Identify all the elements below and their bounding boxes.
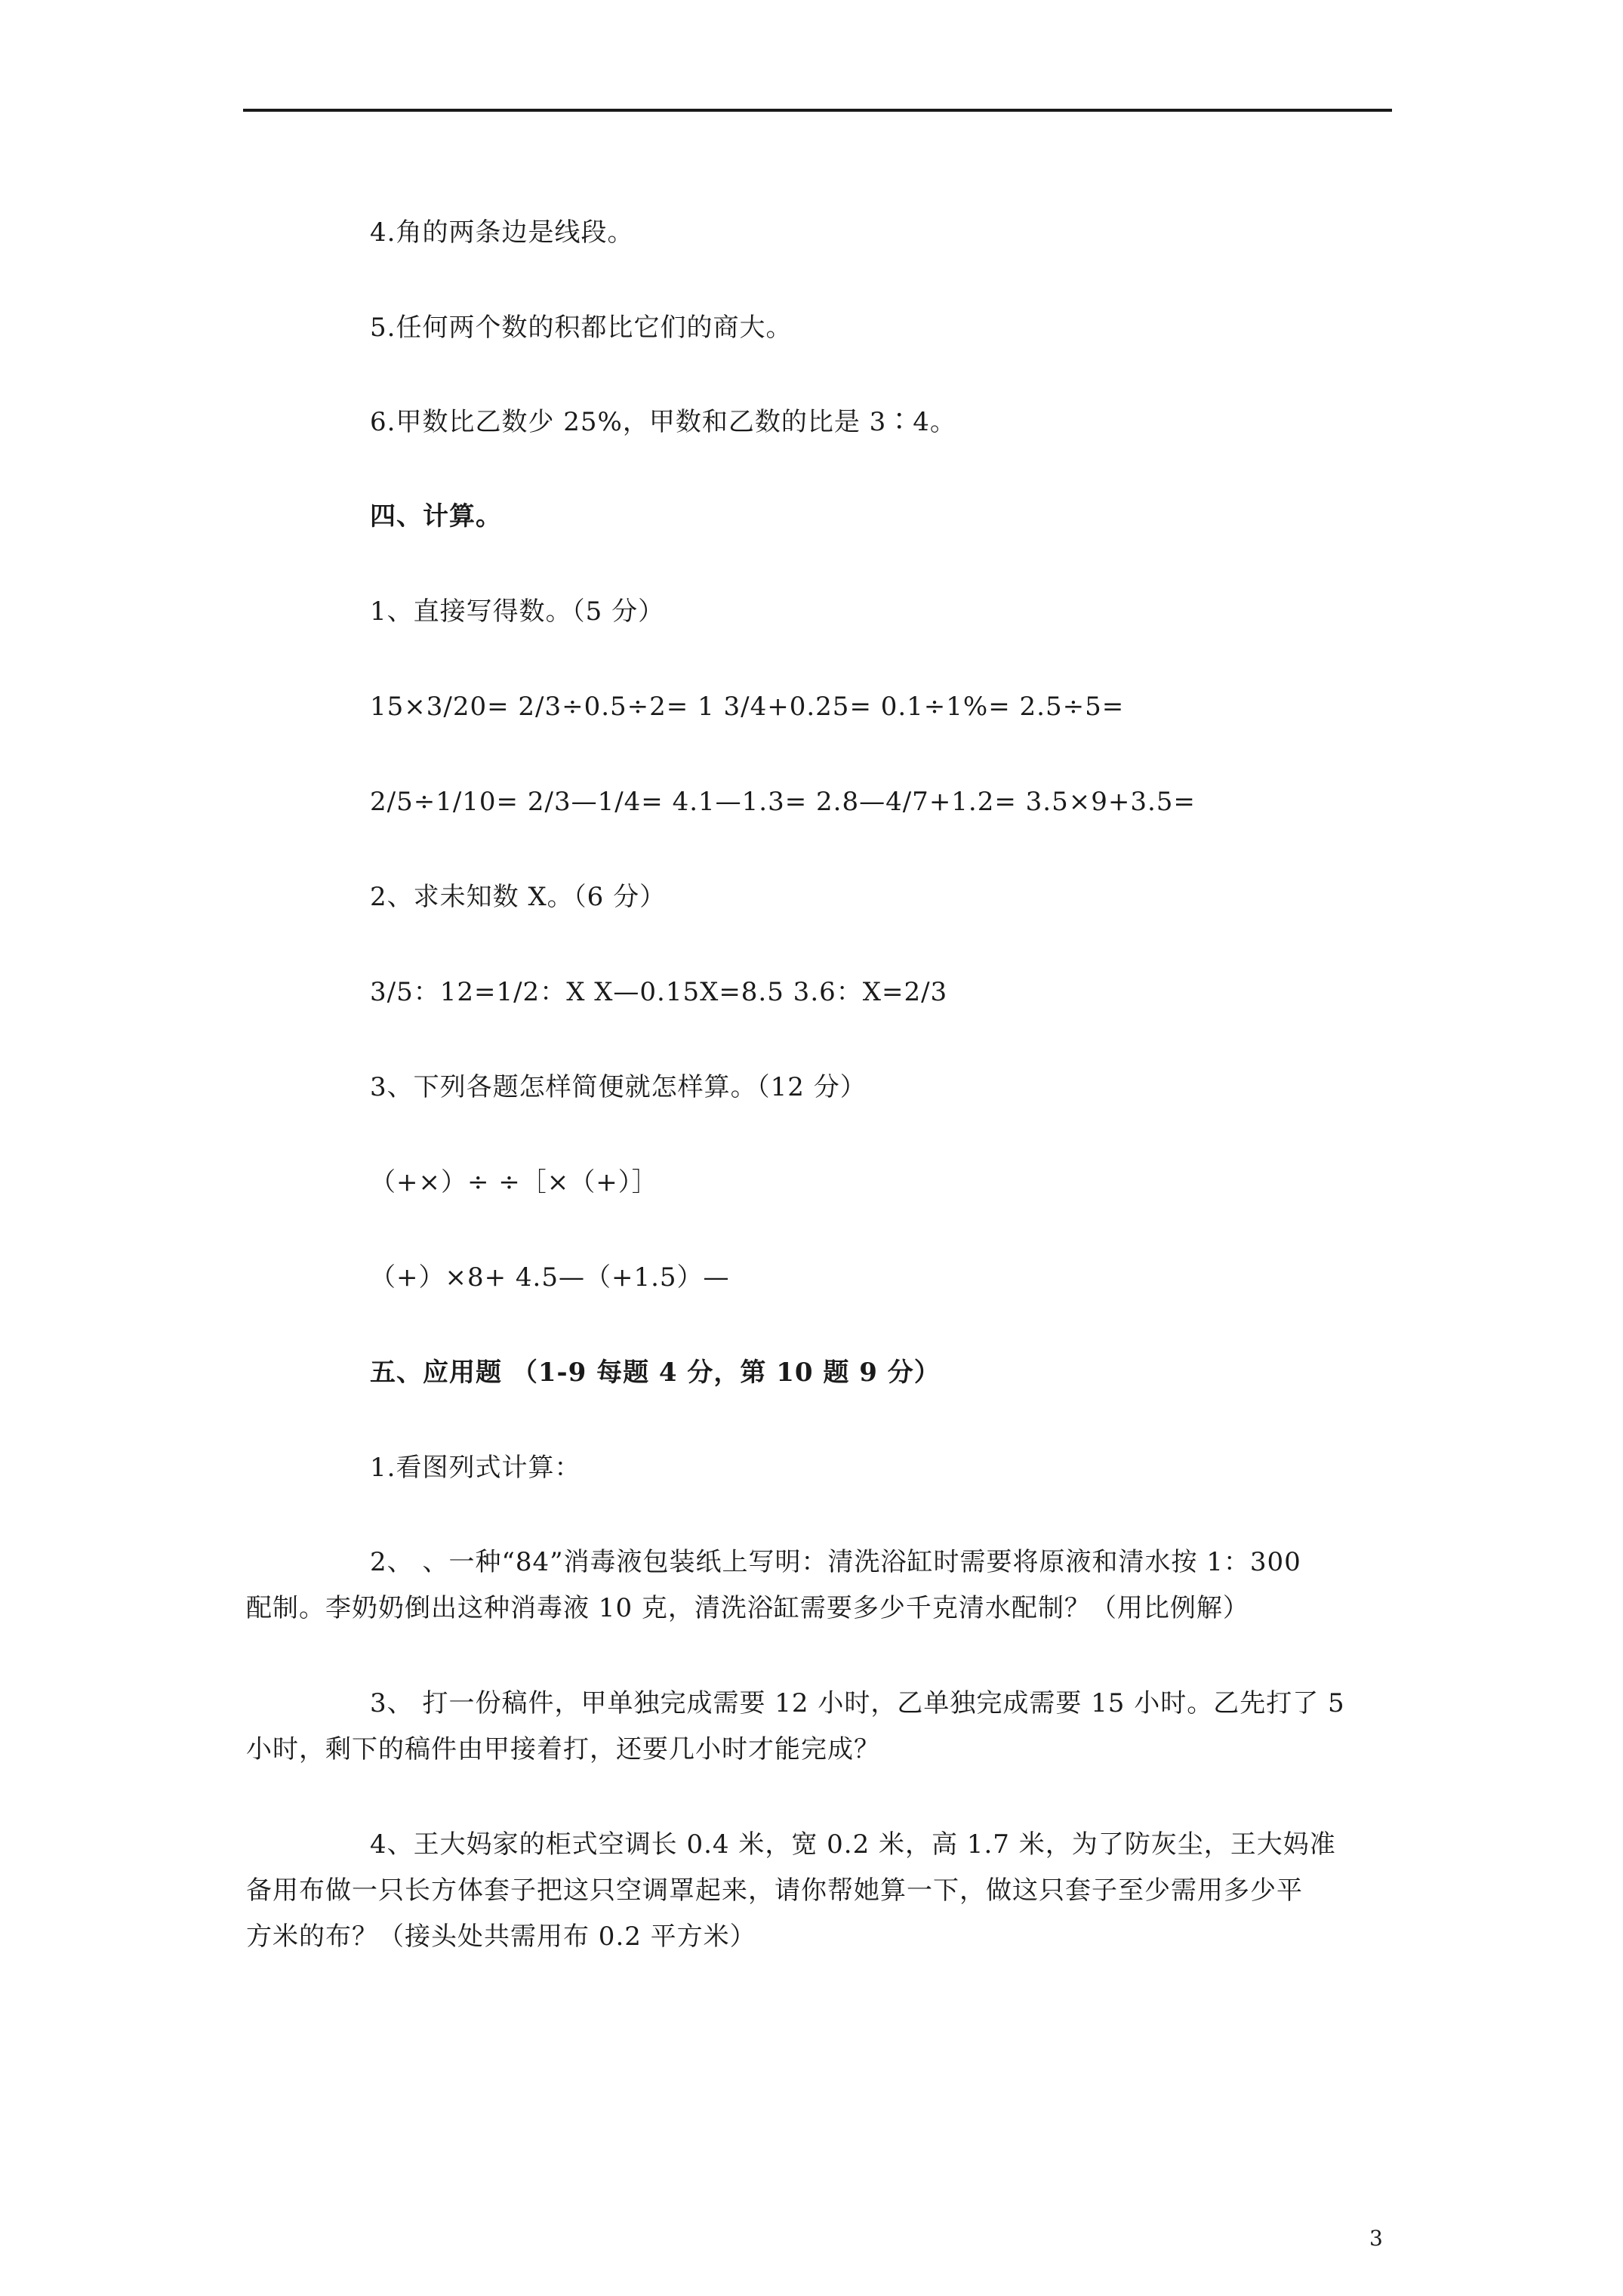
paragraph-line: 配制。李奶奶倒出这种消毒液 10 克，清洗浴缸需要多少千克清水配制？（用比例解） [246, 1593, 1249, 1623]
page-number: 3 [1369, 2226, 1383, 2251]
sub-question-1-title: 1、直接写得数。（5 分） [370, 596, 665, 627]
application-question-4 [246, 1822, 1390, 1960]
paragraph-line: 小时，剩下的稿件由甲接着打，还要几小时才能完成？ [246, 1734, 880, 1764]
equation-row: 3/5：12=1/2：X X—0.15X=8.5 3.6：X=2/3 [370, 977, 948, 1007]
section-4-title: 四、计算。 [370, 501, 502, 532]
paragraph-line: 备用布做一只长方体套子把这只空调罩起来，请你帮她算一下，做这只套子至少需用多少平 [246, 1875, 1303, 1906]
paragraph-line: 2、 、一种“84”消毒液包装纸上写明：清洗浴缸时需要将原液和清水按 1：300 [370, 1547, 1301, 1577]
paragraph-line: 3、 打一份稿件，甲单独完成需要 12 小时，乙单独完成需要 15 小时。乙先打了 5 [370, 1688, 1345, 1718]
simplify-row-1: （+×）÷ ÷［×（+）］ [370, 1167, 658, 1197]
application-question-3 [246, 1681, 1390, 1773]
application-question-1: 1.看图列式计算： [370, 1453, 581, 1483]
simplify-row-2: （+）×8+ 4.5—（+1.5）— [370, 1262, 730, 1293]
sub-question-2-title: 2、求未知数 X。（6 分） [370, 882, 667, 912]
section-5-title: 五、应用题 （1-9 每题 4 分，第 10 题 9 分） [370, 1358, 941, 1388]
question-6: 6.甲数比乙数少 25%，甲数和乙数的比是 3∶4。 [370, 407, 956, 437]
header-rule [243, 109, 1392, 112]
question-4: 4.角的两条边是线段。 [370, 217, 634, 248]
paragraph-line: 4、王大妈家的柜式空调长 0.4 米，宽 0.2 米，高 1.7 米，为了防灰尘，王大妈准 [370, 1829, 1336, 1860]
mental-math-row-2: 2/5÷1/10= 2/3—1/4= 4.1—1.3= 2.8—4/7+1.2= 3.5×9+3.5= [370, 787, 1196, 817]
mental-math-row-1: 15×3/20= 2/3÷0.5÷2= 1 3/4+0.25= 0.1÷1%= 2.5÷5= [370, 692, 1125, 722]
paragraph-line: 方米的布？（接头处共需用布 0.2 平方米） [246, 1922, 756, 1952]
question-5: 5.任何两个数的积都比它们的商大。 [370, 313, 793, 343]
application-question-2 [246, 1539, 1390, 1632]
sub-question-3-title: 3、下列各题怎样简便就怎样算。（12 分） [370, 1072, 867, 1102]
